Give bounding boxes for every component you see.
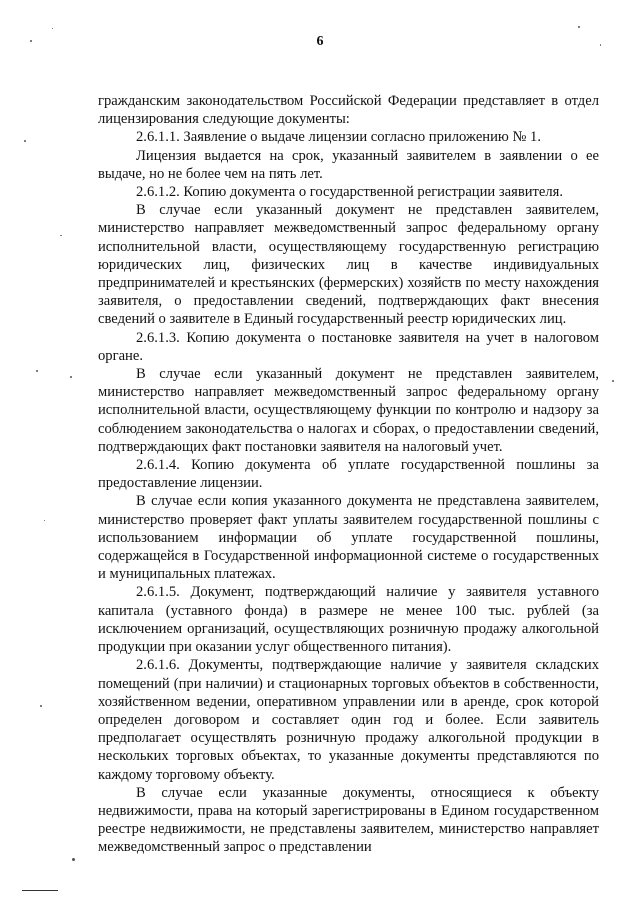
scan-speck <box>52 28 53 29</box>
paragraph: В случае если указанный документ не представлен заявителем, министерство направляет межведомственный запрос федеральному органу исполнительной власти, осуществляющему государственную регистрацию юридических лиц, физических лиц в качестве индивидуальных предпринимателей и крестьянских (фермерских) хозяйств по месту нахождения заявителя, о предоставлении сведений, подтверждающих факт внесения сведений о заявителе в Единый государственный реестр юридических лиц. <box>98 202 599 328</box>
paragraph: 2.6.1.6. Документы, подтверждающие наличие у заявителя складских помещений (при наличии) и стационарных торговых объектов в собственности, хозяйственном ведении, оперативном управлении или в аренде, срок которой определен договором и составляет один год и более. Если заявитель предполагает осуществлять розничную продажу алкогольной продукции в нескольких торговых объектах, то указанные документы представляются по каждому торговому объекту. <box>98 657 599 783</box>
scan-speck <box>72 858 75 861</box>
scan-speck <box>44 520 45 521</box>
scan-speck <box>60 235 62 236</box>
scan-speck <box>612 380 614 382</box>
scan-speck <box>40 705 42 707</box>
page-number: 6 <box>316 34 324 49</box>
paragraph: 2.6.1.5. Документ, подтверждающий наличие у заявителя уставного капитала (уставного фонда) в размере не менее 100 тыс. рублей (за исключением организаций, осуществляющих розничную продажу алкогольной продукции при оказании услуг общественного питания). <box>98 584 599 656</box>
document-body <box>98 92 599 857</box>
scan-speck <box>30 40 32 42</box>
margin-line <box>22 890 58 891</box>
paragraph: 2.6.1.4. Копию документа об уплате государственной пошлины за предоставление лицензии. <box>98 457 599 492</box>
paragraph: В случае если указанный документ не представлен заявителем, министерство направляет межведомственный запрос федеральному органу исполнительной власти, осуществляющему функции по контролю и надзору за соблюдением законодательства о налогах и сборах, о предоставлении сведений, подтверждающих факт постановки заявителя на налоговый учет. <box>98 366 599 455</box>
scan-speck <box>578 26 580 28</box>
scan-speck <box>70 376 72 378</box>
paragraph: гражданским законодательством Российской Федерации представляет в отдел лицензирования следующие документы: <box>98 93 599 128</box>
paragraph: Лицензия выдается на срок, указанный заявителем в заявлении о ее выдаче, но не более чем на пять лет. <box>98 147 599 182</box>
scan-speck <box>24 140 26 142</box>
paragraph: В случае если указанные документы, относящиеся к объекту недвижимости, права на который зарегистрированы в Едином государственном реестре недвижимости, не представлены заявителем, министерство направляет межведомственный запрос о представлении <box>98 784 599 856</box>
paragraph: 2.6.1.3. Копию документа о постановке заявителя на учет в налоговом органе. <box>98 329 599 364</box>
scan-speck <box>36 370 38 372</box>
scan-speck <box>600 44 601 46</box>
paragraph: 2.6.1.2. Копию документа о государственной регистрации заявителя. <box>136 184 564 201</box>
paragraph: В случае если копия указанного документа не представлена заявителем, министерство проверяет факт уплаты заявителем государственной пошлины с использованием информации об уплате государственной пошлины, содержащейся в Государственной информационной системе о государственных и муниципальных платежах. <box>98 493 599 583</box>
paragraph: 2.6.1.1. Заявление о выдаче лицензии согласно приложению № 1. <box>136 129 541 146</box>
